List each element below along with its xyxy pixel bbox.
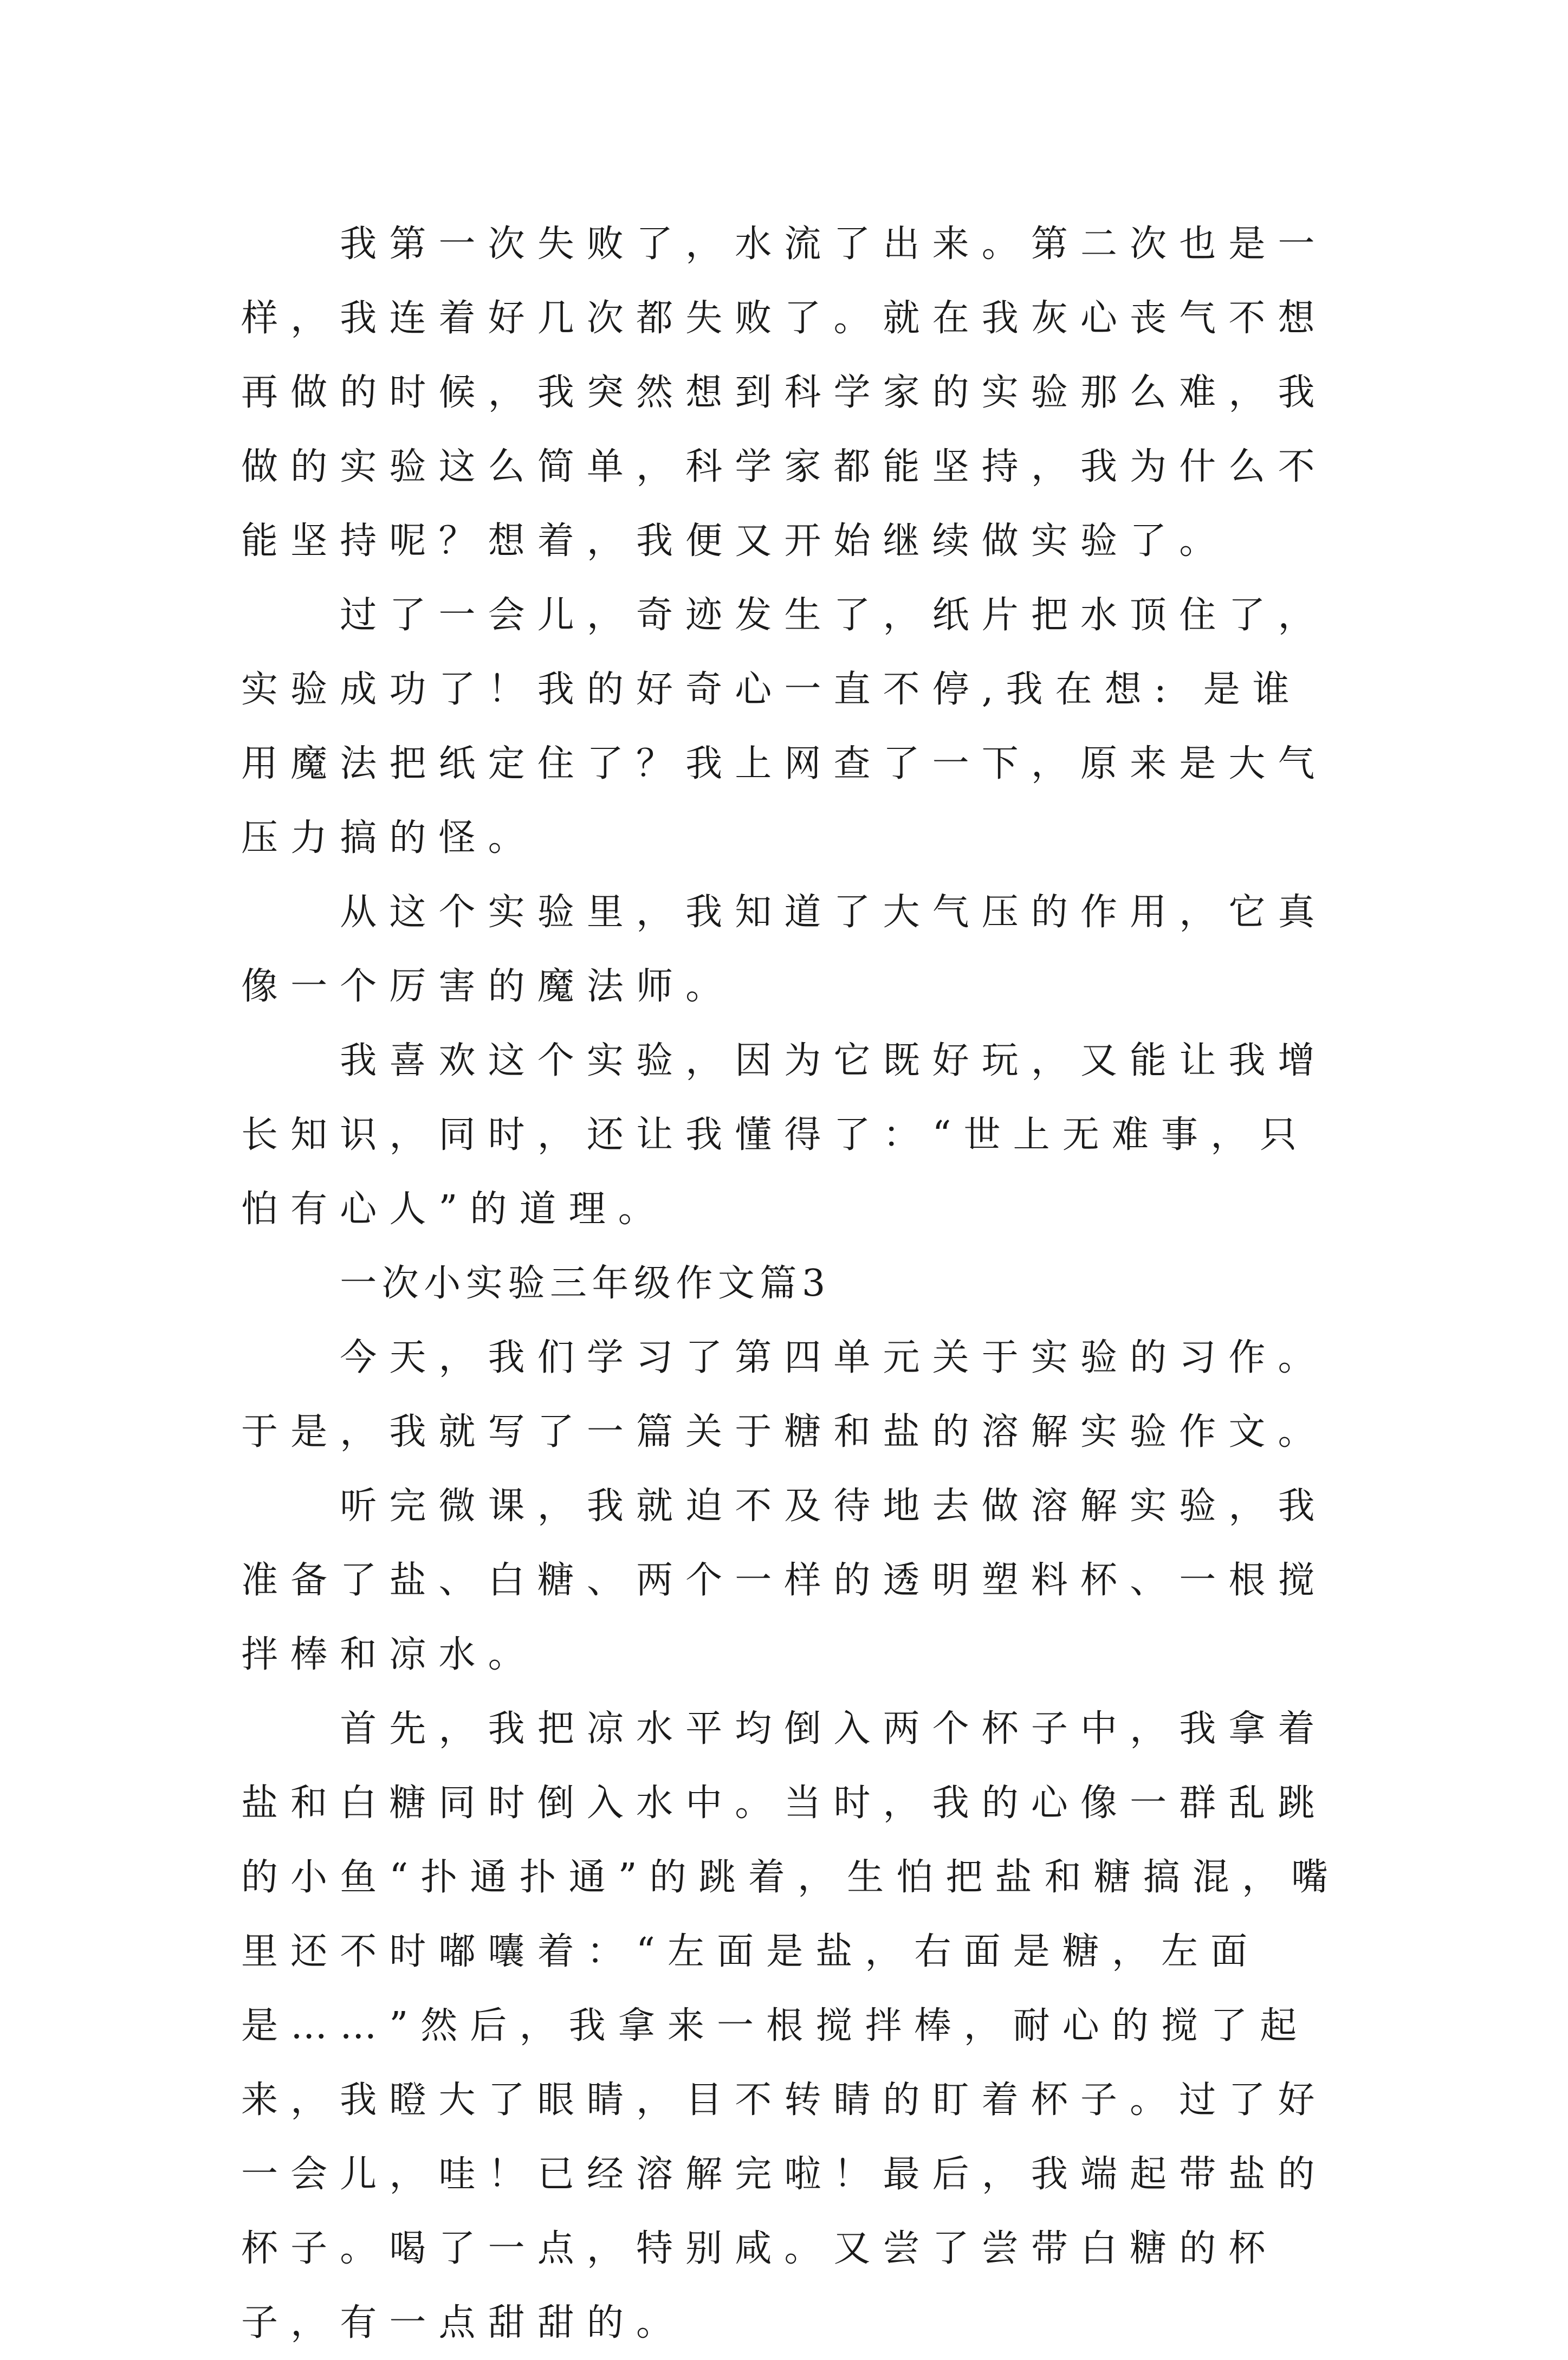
paragraph: 我喜欢这个实验，因为它既好玩，又能让我增长知识，同时，还让我懂得了：“世上无难事，只怕有心人”的道理。 — [241, 1039, 1327, 1231]
paragraph: 听完微课，我就迫不及待地去做溶解实验，我准备了盐、白糖、两个一样的透明塑料杯、一根搅拌棒和凉水。 — [241, 1485, 1327, 1676]
section-heading: 一次小实验三年级作文篇3 — [340, 1262, 831, 1305]
paragraph: 今天，我们学习了第四单元关于实验的习作。于是，我就写了一篇关于糖和盐的溶解实验作文。 — [241, 1336, 1327, 1453]
paragraph: 首先，我把凉水平均倒入两个杯子中，我拿着盐和白糖同时倒入水中。当时，我的心像一群乱跳的小鱼“扑通扑通”的跳着，生怕把盐和糖搞混，嘴里还不时嘟囔着：“左面是盐，右面是糖，左面是……”然后，我拿来一根搅拌棒，耐心的搅了起来，我瞪大了眼睛，目不转睛的盯着杯子。过了好一会儿，哇！已经溶解完啦！最后，我端起带盐的杯子。喝了一点，特别咸。又尝了尝带白糖的杯子，有一点甜甜的。 — [241, 1708, 1341, 2344]
paragraph: 从这个实验里，我知道了大气压的作用，它真像一个厉害的魔法师。 — [241, 891, 1327, 1008]
document-body — [241, 207, 1344, 2360]
paragraph: 我第一次失败了，水流了出来。第二次也是一样，我连着好几次都失败了。就在我灰心丧气不想再做的时候，我突然想到科学家的实验那么难，我做的实验这么简单，科学家都能坚持，我为什么不能坚持呢？想着，我便又开始继续做实验了。 — [241, 223, 1327, 562]
paragraph: 过了一会儿，奇迹发生了，纸片把水顶住了，实验成功了！我的好奇心一直不停,我在想: 是谁用魔法把纸定住了？我上网查了一下，原来是大气压力搞的怪。 — [241, 594, 1327, 859]
